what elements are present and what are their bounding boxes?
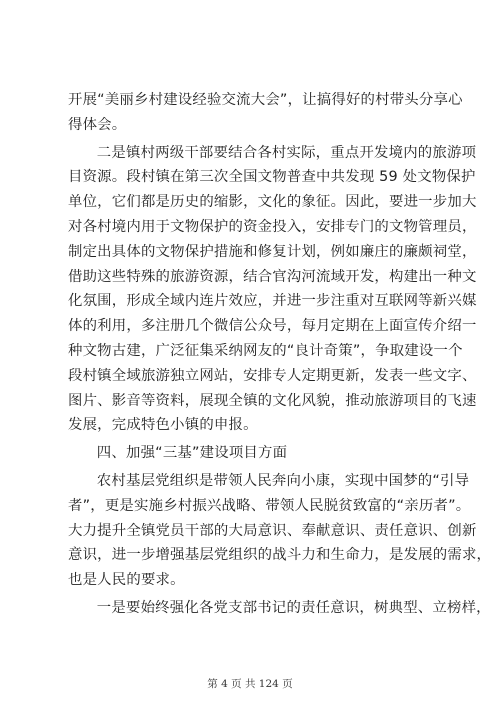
text-line: 目资源。段村镇在第三次全国文物普查中共发现 59 处文物保护 <box>68 169 476 186</box>
text-line: 意识，进一步增强基层党组织的战斗力和生命力，是发展的需求， <box>68 547 492 564</box>
text-line: 也是人民的要求。 <box>68 572 185 589</box>
page-number-footer: 第 4 页 共 124 页 <box>207 678 293 690</box>
text-line: 二是镇村两级干部要结合各村实际，重点开发境内的旅游项 <box>96 144 477 161</box>
body-text <box>68 88 492 621</box>
text-line: 图片、影音等资料，展现全镇的文化风貌，推动旅游项目的飞速 <box>68 392 477 409</box>
text-line: 四、加强“三基”建设项目方面 <box>96 445 288 462</box>
text-line: 大力提升全镇党员干部的大局意识、奉献意识、责任意识、创新 <box>68 522 477 539</box>
text-line: 农村基层党组织是带领人民奔向小康，实现中国梦的“引导 <box>96 472 470 489</box>
text-line: 得体会。 <box>68 116 127 133</box>
paragraph-4 <box>68 596 491 621</box>
section-heading <box>68 441 448 466</box>
text-line: 化氛围，形成全域内连片效应，并进一步注重对互联网等新兴媒 <box>68 293 477 310</box>
text-line: 发展，完成特色小镇的申报。 <box>68 417 258 434</box>
paragraph-2 <box>68 141 477 439</box>
paragraph-1 <box>68 88 463 138</box>
text-line: 单位，它们都是历史的缩影，文化的象征。因此，要进一步加大 <box>68 194 477 211</box>
text-line: 种文物古建，广泛征集采纳网友的“良计奇策”，争取建设一个 <box>68 342 463 359</box>
text-line: 者”，更是实施乡村振兴战略、带领人民脱贫致富的“亲历者”。 <box>68 497 471 514</box>
text-line: 开展“美丽乡村建设经验交流大会”，让搞得好的村带头分享心 <box>68 92 463 108</box>
text-line: 体的利用，多注册几个微信公众号，每月定期在上面宣传介绍一 <box>68 318 477 335</box>
paragraph-3 <box>68 469 492 593</box>
text-line: 对各村境内用于文物保护的资金投入，安排专门的文物管理员， <box>68 218 477 235</box>
text-line: 段村镇全域旅游独立网站，安排专人定期更新，发表一些文字、 <box>68 367 477 384</box>
text-line: 一是要始终强化各党支部书记的责任意识，树典型、立榜样， <box>96 599 491 616</box>
text-line: 制定出具体的文物保护措施和修复计划，例如廉庄的廉颇祠堂， <box>68 243 477 260</box>
text-line: 借助这些特殊的旅游资源，结合官沟河流域开发，构建出一种文 <box>68 268 477 285</box>
